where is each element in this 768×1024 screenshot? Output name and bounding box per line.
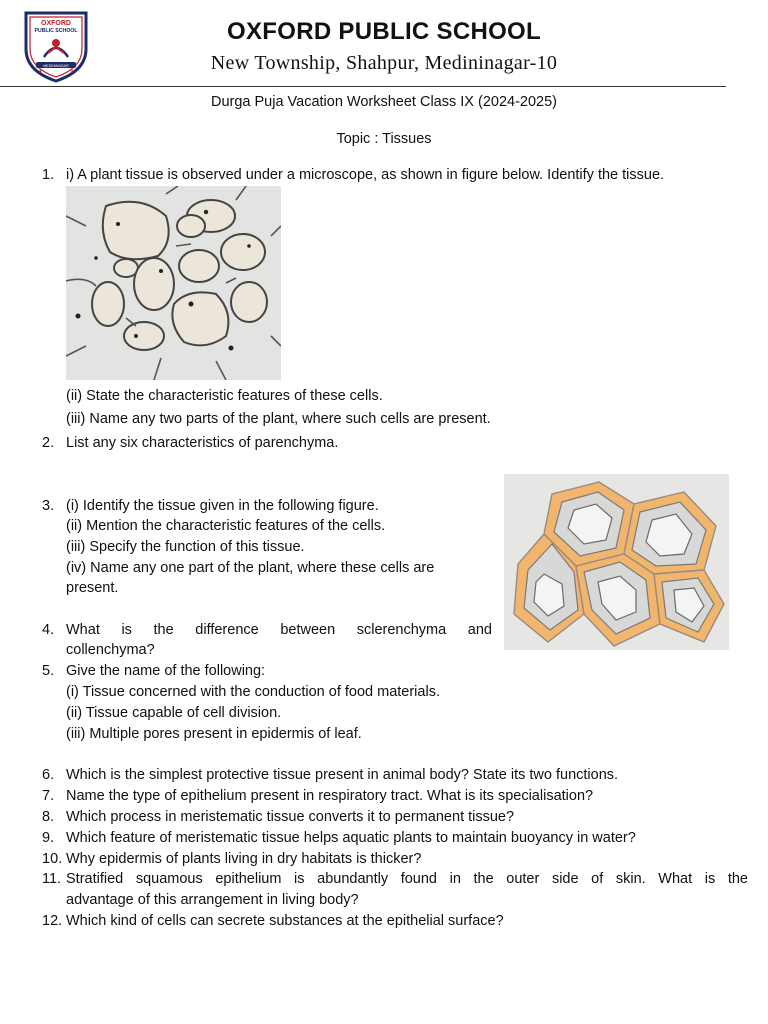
- q9-number: 9.: [42, 830, 55, 846]
- worksheet-title: Durga Puja Vacation Worksheet Class IX (2024-2025): [210, 94, 558, 110]
- q12-text: Which kind of cells can secrete substances at the epithelial surface?: [66, 913, 504, 929]
- q5-number: 5.: [42, 663, 55, 679]
- header-divider: [0, 86, 726, 87]
- svg-text:★: ★: [38, 69, 43, 75]
- q11-number: 11.: [42, 871, 62, 887]
- q5-part-iii: (iii) Multiple pores present in epidermis of leaf.: [66, 726, 362, 742]
- q3-part-iii: (iii) Specify the function of this tissue.: [66, 539, 305, 555]
- q3-part-i: (i) Identify the tissue given in the following figure.: [66, 498, 379, 514]
- q5-part-ii: (ii) Tissue capable of cell division.: [66, 705, 282, 721]
- q8-text: Which process in meristematic tissue converts it to permanent tissue?: [66, 809, 515, 825]
- q2-number: 2.: [42, 435, 55, 451]
- logo-text-mid: PUBLIC SCHOOL: [34, 28, 78, 34]
- school-name: OXFORD PUBLIC SCHOOL: [226, 18, 541, 45]
- logo-text-top: OXFORD: [41, 20, 71, 27]
- q4-number: 4.: [42, 622, 55, 638]
- q3-part-iv: (iv) Name any one part of the plant, where these cells are: [66, 560, 435, 576]
- q4-text-line1: What is the difference between sclerenchyma and: [66, 622, 492, 638]
- worksheet-topic: Topic : Tissues: [336, 131, 432, 147]
- q6-number: 6.: [42, 767, 55, 783]
- school-address: New Township, Shahpur, Medininagar-10: [210, 52, 558, 74]
- q9-text: Which feature of meristematic tissue helps aquatic plants to maintain buoyancy in water?: [66, 830, 636, 846]
- figure-parenchyma: [66, 186, 281, 380]
- q10-number: 10.: [42, 851, 63, 867]
- q1-part-ii: (ii) State the characteristic features of these cells.: [66, 388, 383, 404]
- svg-text:★: ★: [70, 69, 75, 75]
- q2-text: List any six characteristics of parenchyma.: [66, 435, 339, 451]
- q6-text: Which is the simplest protective tissue present in animal body? State its two functions.: [66, 767, 619, 783]
- q1-part-i: i) A plant tissue is observed under a microscope, as shown in figure below. Identify the tissue.: [66, 167, 665, 183]
- q7-number: 7.: [42, 788, 55, 804]
- q5-text: Give the name of the following:: [66, 663, 266, 679]
- logo-text-sub: MEDININAGAR: [43, 63, 69, 68]
- q3-number: 3.: [42, 498, 55, 514]
- q4-text-line2: collenchyma?: [66, 642, 155, 658]
- q3-part-ii: (ii) Mention the characteristic features of the cells.: [66, 518, 386, 534]
- q12-number: 12.: [42, 913, 63, 929]
- q1-number: 1.: [42, 167, 55, 183]
- q7-text: Name the type of epithelium present in respiratory tract. What is its specialisation?: [66, 788, 594, 804]
- q8-number: 8.: [42, 809, 55, 825]
- q1-part-iii: (iii) Name any two parts of the plant, where such cells are present.: [66, 411, 491, 427]
- q3-part-iv-cont: present.: [66, 580, 119, 596]
- q5-part-i: (i) Tissue concerned with the conduction of food materials.: [66, 684, 440, 700]
- figure-sclerenchyma: [504, 474, 729, 650]
- q11-text-line1: Stratified squamous epithelium is abundantly found in the outer side of skin. What is the: [66, 871, 748, 887]
- q10-text: Why epidermis of plants living in dry habitats is thicker?: [66, 851, 422, 867]
- q11-text-line2: advantage of this arrangement in living body?: [66, 892, 359, 908]
